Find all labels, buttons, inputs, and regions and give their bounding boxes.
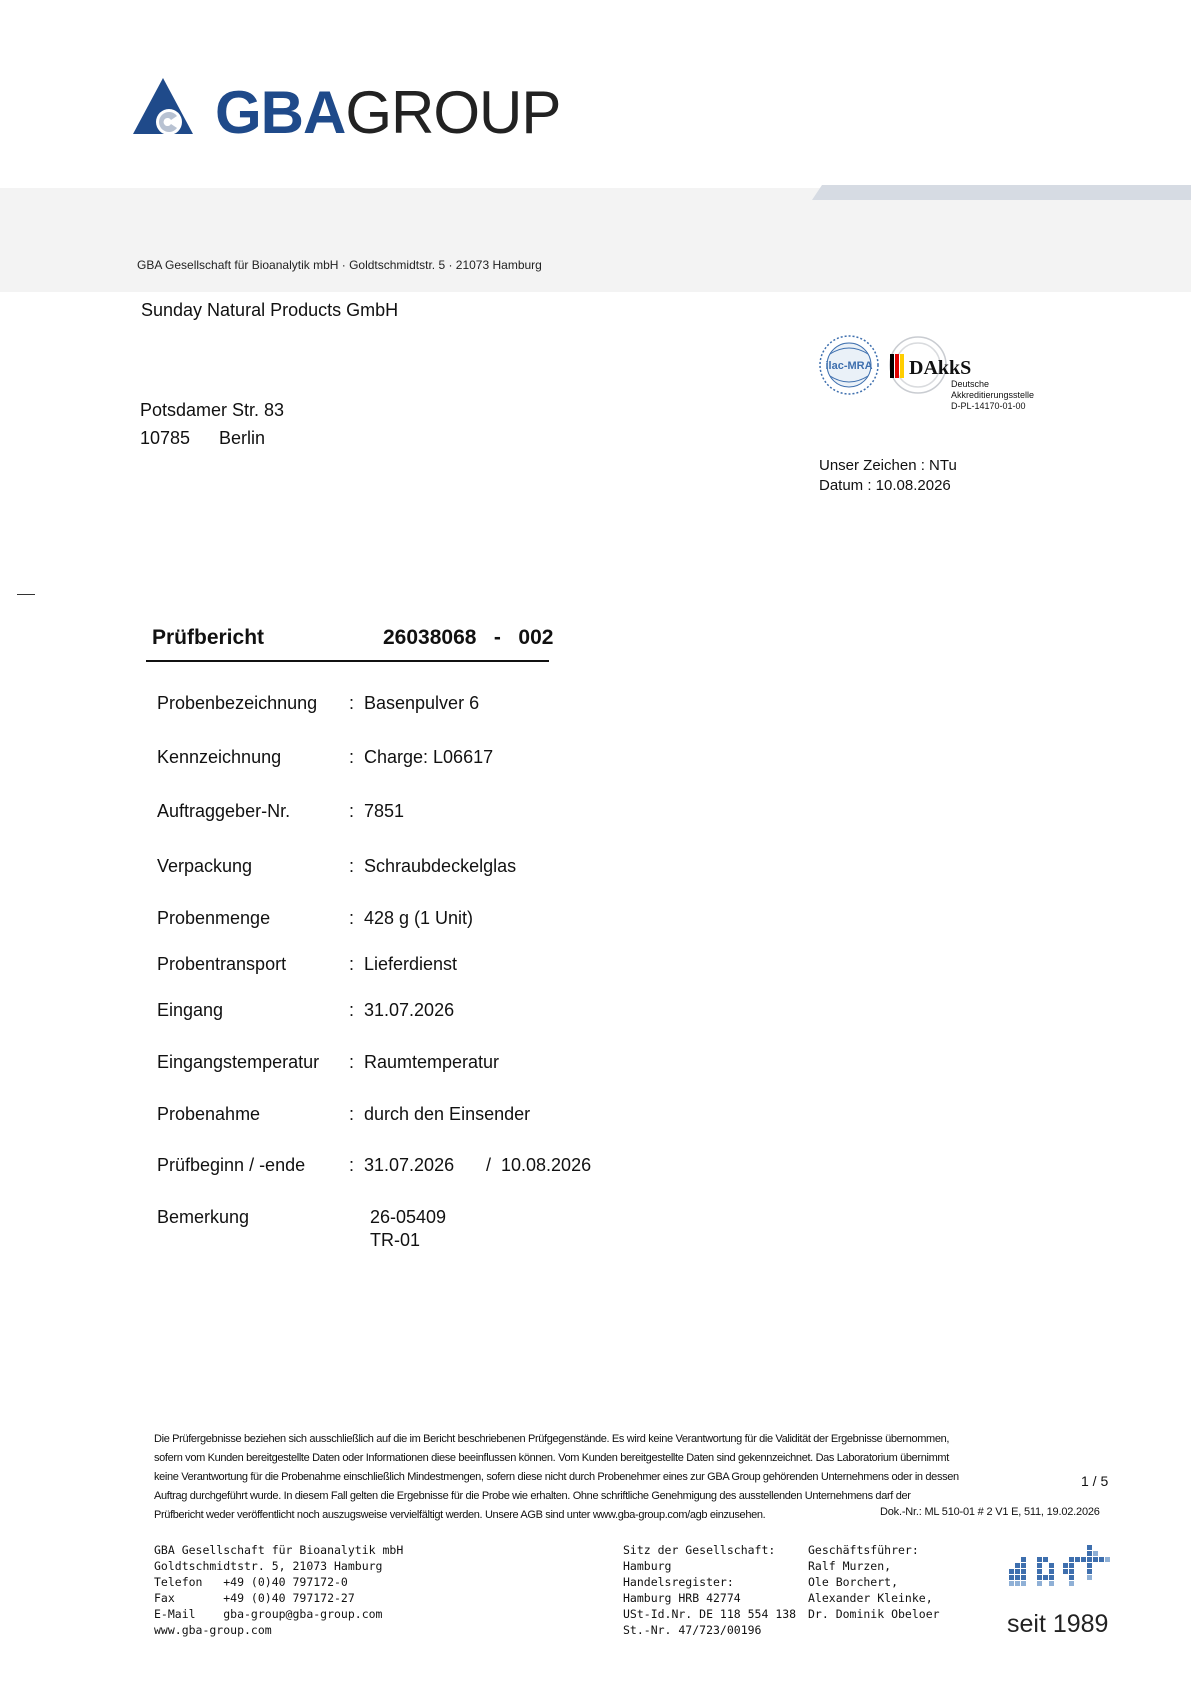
footer-company	[154, 1542, 403, 1638]
title-underline	[146, 660, 549, 662]
recipient-company: Sunday Natural Products GmbH	[141, 300, 399, 320]
field-value: Raumtemperatur	[364, 1052, 500, 1072]
footer-line: Sitz der Gesellschaft:	[623, 1543, 776, 1557]
field-colon: :	[349, 693, 355, 713]
dakks-logo	[888, 334, 1048, 414]
sender-line: GBA Gesellschaft für Bioanalytik mbH · Goldtschmidtstr. 5 · 21073 Hamburg	[137, 258, 542, 272]
footer-line: USt-Id.Nr. DE 118 554 138	[623, 1607, 797, 1621]
gba-logo-text: GBAGROUP	[215, 79, 561, 146]
report-number: 26038068 - 002	[383, 626, 554, 649]
footer-line: www.gba-group.com	[154, 1623, 272, 1637]
field-value-end: / 10.08.2026	[486, 1155, 592, 1175]
remark-line: 26-05409	[370, 1207, 447, 1227]
field-value: durch den Einsender	[364, 1104, 531, 1124]
field-value: Schraubdeckelglas	[364, 856, 517, 876]
recipient-street: Potsdamer Str. 83	[140, 400, 285, 420]
footer-line: Goldtschmidtstr. 5, 21073 Hamburg	[154, 1559, 383, 1573]
field-label: Probenmenge	[157, 908, 271, 928]
svg-text:DAkkS: DAkkS	[909, 357, 972, 379]
field-colon: :	[349, 856, 355, 876]
field-label: Probenbezeichnung	[157, 693, 318, 713]
footer-line: Alexander Kleinke,	[808, 1591, 933, 1605]
recipient-postcode: 10785	[140, 428, 191, 448]
field-value: Lieferdienst	[364, 954, 458, 974]
page-number: 1 / 5	[1081, 1473, 1109, 1489]
field-label: Eingang	[157, 1000, 224, 1020]
footer-line: Geschäftsführer:	[808, 1543, 919, 1557]
anniversary-badge-icon	[1007, 1543, 1111, 1607]
header-stripe	[0, 185, 1191, 200]
reference-date: Datum : 10.08.2026	[819, 477, 951, 494]
field-colon: :	[349, 1104, 355, 1124]
header-band	[0, 185, 1191, 292]
field-value: 31.07.2026	[364, 1000, 455, 1020]
document-number: Dok.-Nr.: ML 510-01 # 2 V1 E, 511, 19.02.2026	[880, 1506, 1100, 1518]
disclaimer-line: sofern vom Kunden bereitgestellte Daten oder Informationen diese beeinflussen können. Vom Kunden bereitgestellte Daten sind gekennzeichnet. Das Laboratorium übernimmt	[154, 1452, 949, 1464]
footer-line: Hamburg	[623, 1559, 672, 1573]
field-label: Verpackung	[157, 856, 253, 876]
field-value: Basenpulver 6	[364, 693, 480, 713]
field-label: Auftraggeber-Nr.	[157, 801, 291, 821]
footer-line: E-Mail gba-group@gba-group.com	[154, 1607, 383, 1621]
footer-line: Handelsregister:	[623, 1575, 734, 1589]
field-value: 31.07.2026	[364, 1155, 455, 1175]
recipient-city: Berlin	[219, 428, 266, 448]
footer-line: St.-Nr. 47/723/00196	[623, 1623, 762, 1637]
gba-logo-mark	[131, 76, 221, 146]
field-colon: :	[349, 908, 355, 928]
remark-label: Bemerkung	[157, 1207, 250, 1227]
field-colon: :	[349, 747, 355, 767]
field-value: 428 g (1 Unit)	[364, 908, 474, 928]
field-colon: :	[349, 1155, 355, 1175]
field-label: Eingangstemperatur	[157, 1052, 320, 1072]
field-label: Kennzeichnung	[157, 747, 282, 767]
footer-line: Hamburg HRB 42774	[623, 1591, 741, 1605]
field-colon: :	[349, 954, 355, 974]
disclaimer-line: Prüfbericht weder veröffentlicht noch auszugsweise vervielfältigt werden. Unsere AGB sind unter www.gba-group.com/agb einzusehen.	[154, 1509, 766, 1521]
field-value: 7851	[364, 801, 405, 821]
svg-text:Deutsche: Deutsche	[951, 379, 990, 389]
footer-line: Dr. Dominik Obeloer	[808, 1607, 940, 1621]
footer-line: Fax +49 (0)40 797172-27	[154, 1591, 355, 1605]
report-title: Prüfbericht	[152, 626, 265, 649]
reference-code: Unser Zeichen : NTu	[819, 457, 957, 474]
footer-line: Telefon +49 (0)40 797172-0	[154, 1575, 348, 1589]
since-year: seit 1989	[1007, 1610, 1109, 1638]
footer-line: Ralf Murzen,	[808, 1559, 892, 1573]
field-value: Charge: L06617	[364, 747, 494, 767]
field-colon: :	[349, 1052, 355, 1072]
svg-text:Akkreditierungsstelle: Akkreditierungsstelle	[951, 390, 1035, 400]
footer-line: Ole Borchert,	[808, 1575, 899, 1589]
fold-mark	[17, 594, 35, 595]
ilac-mra-logo	[818, 334, 880, 396]
field-colon: :	[349, 1000, 355, 1020]
disclaimer-line: Auftrag durchgeführt wurde. In diesem Fall gelten die Ergebnisse für die Probe wie erhalten. Ohne schriftliche Genehmigung des ausstellenden Unternehmens darf der	[154, 1490, 911, 1502]
footer-registry	[623, 1542, 796, 1638]
disclaimer-line: keine Verantwortung für die Probenahme einschließlich Mindestmengen, sofern diese nicht durch Probenehmer eines zur GBA Group gehörenden Unternehmens oder in dessen	[154, 1471, 959, 1483]
footer-management	[808, 1542, 940, 1622]
field-colon: :	[349, 801, 355, 821]
svg-text:ilac-MRA: ilac-MRA	[825, 360, 873, 372]
field-label: Probentransport	[157, 954, 287, 974]
footer-line: GBA Gesellschaft für Bioanalytik mbH	[154, 1543, 404, 1557]
disclaimer	[154, 1430, 1004, 1525]
field-label: Probenahme	[157, 1104, 261, 1124]
field-label: Prüfbeginn / -ende	[157, 1155, 306, 1175]
disclaimer-line: Die Prüfergebnisse beziehen sich ausschließlich auf die im Bericht beschriebenen Prüfgegenstände. Es wird keine Verantwortung für die Validität der Ergebnisse übernommen,	[154, 1433, 950, 1445]
remark-line: TR-01	[370, 1230, 421, 1250]
svg-text:D-PL-14170-01-00: D-PL-14170-01-00	[951, 401, 1026, 411]
